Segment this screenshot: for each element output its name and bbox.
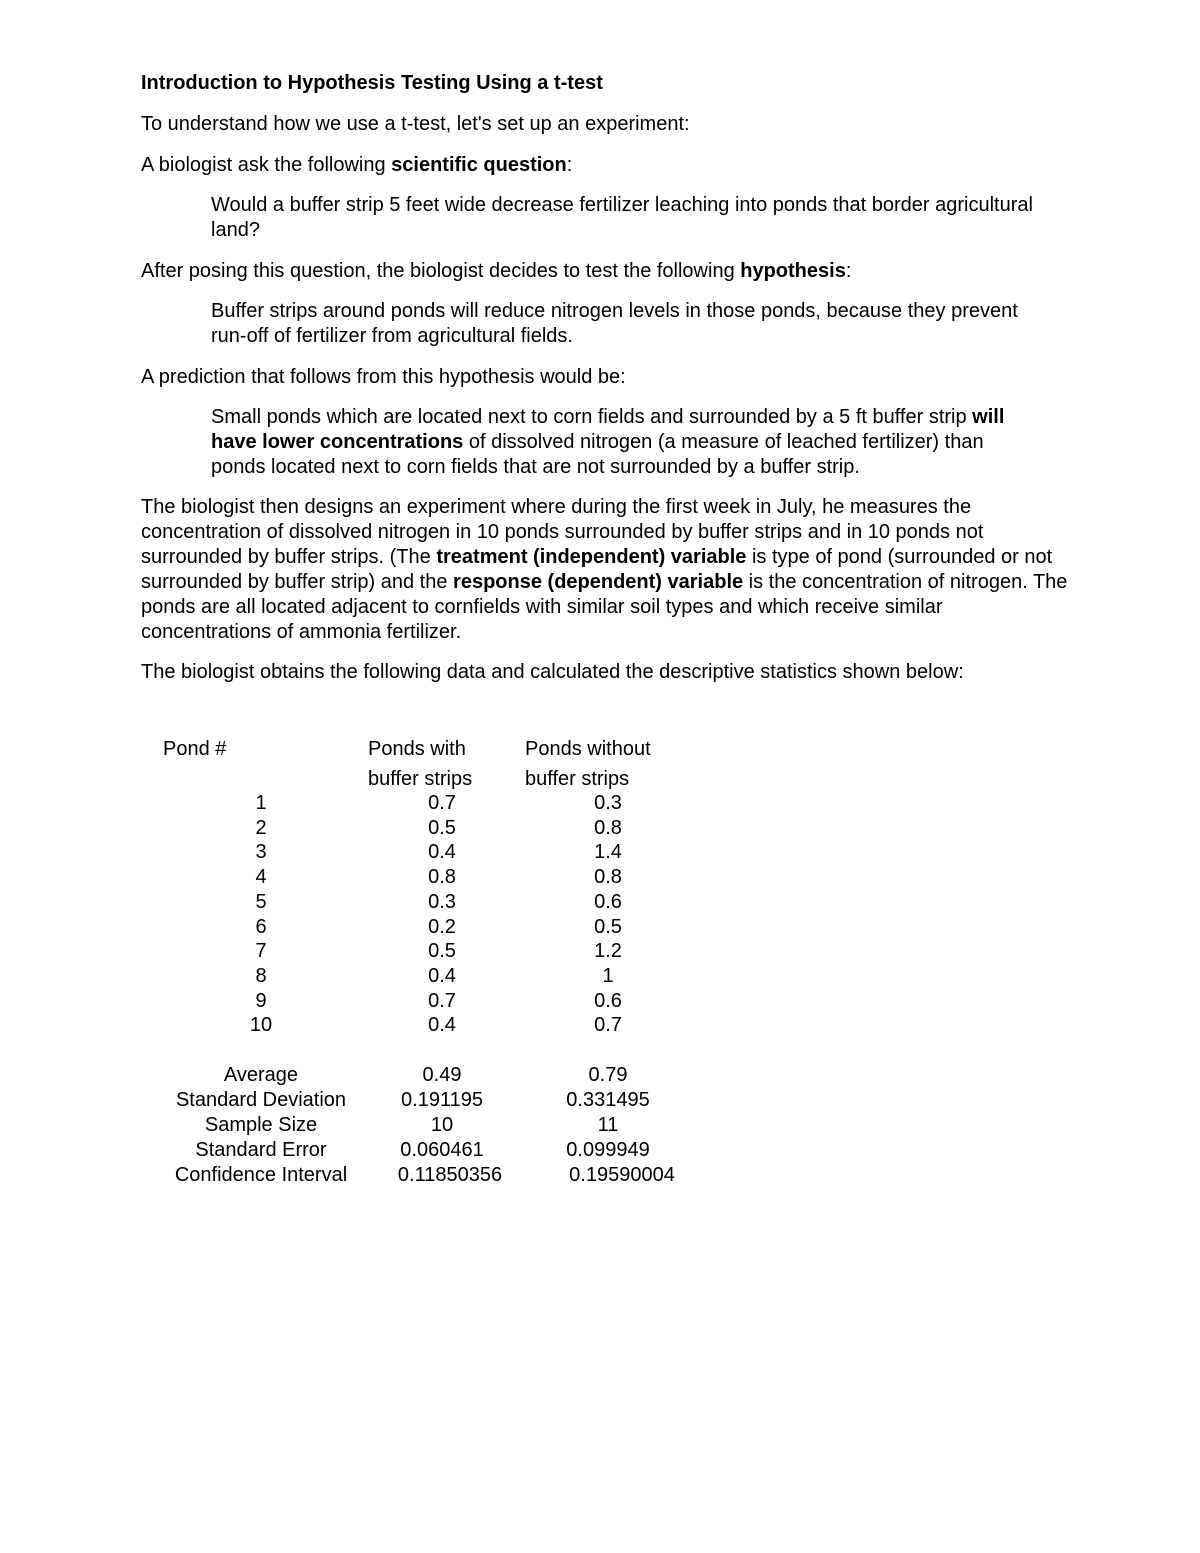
table-cell-pond: 1 <box>255 792 267 814</box>
document-title: Introduction to Hypothesis Testing Using a t-test <box>141 72 603 94</box>
table-cell-with: 0.4 <box>428 841 456 864</box>
table-cell-without: 0.6 <box>594 890 622 913</box>
table-cell-pond: 3 <box>255 841 267 864</box>
stat-value-without: 0.79 <box>588 1064 628 1086</box>
stat-value-without: 0.331495 <box>566 1089 650 1111</box>
stat-value-with: 0.191195 <box>401 1089 483 1111</box>
stat-label: Standard Deviation <box>175 1089 347 1111</box>
intro-paragraph: To understand how we use a t-test, let's set up an experiment: <box>141 113 690 135</box>
prediction-lead: A prediction that follows from this hypothesis would be: <box>141 366 626 388</box>
header-pond-number: Pond # <box>163 738 227 760</box>
question-lead-text: A biologist ask the following <box>141 154 392 176</box>
prediction-part2: of dissolved nitrogen (a measure of leached fertilizer) than ponds located next to corn fields that are not surrounded by a buffer strip. <box>211 431 984 478</box>
table-cell-with: 0.7 <box>428 989 456 1012</box>
question-lead <box>141 153 1071 178</box>
response-variable-bold: response (dependent) variable <box>453 571 744 593</box>
table-cell-without: 0.7 <box>594 1014 622 1037</box>
stat-value-with: 0.11850356 <box>397 1164 503 1186</box>
header-without-line2: buffer strips <box>525 768 630 790</box>
table-cell-with: 0.4 <box>428 1014 456 1037</box>
design-part2: is type of pond (surrounded or not surrounded by buffer strip) and the <box>141 546 1053 593</box>
hypothesis-lead <box>141 259 1071 284</box>
header-with-line1: Ponds with <box>368 738 466 760</box>
question-lead-bold: scientific question <box>391 154 567 176</box>
stat-label: Standard Error <box>195 1139 327 1161</box>
table-cell-pond: 5 <box>255 890 267 913</box>
table-cell-without: 0.6 <box>594 989 622 1012</box>
table-cell-pond: 4 <box>255 866 267 889</box>
table-cell-with: 0.5 <box>428 816 456 839</box>
table-cell-without: 1.2 <box>594 940 622 963</box>
design-part3: is the concentration of nitrogen. The ponds are all located adjacent to cornfields with similar soil types and which receive similar concentrations of ammonia fertilizer. <box>141 571 1068 643</box>
table-cell-pond: 10 <box>249 1014 273 1037</box>
table-cell-without: 1.4 <box>594 841 622 864</box>
prediction-bold: will have lower concentrations <box>211 406 1005 453</box>
design-paragraph <box>141 495 1071 645</box>
stat-label: Sample Size <box>204 1114 318 1136</box>
stat-label: Average <box>223 1064 299 1086</box>
table-cell-with: 0.8 <box>428 866 456 889</box>
stat-value-without: 11 <box>597 1114 619 1136</box>
header-with-line2: buffer strips <box>368 768 473 790</box>
stat-label: Confidence Interval <box>174 1164 348 1186</box>
table-cell-with: 0.3 <box>428 890 456 913</box>
table-cell-pond: 8 <box>255 964 267 987</box>
stat-value-with: 10 <box>430 1114 454 1136</box>
data-intro-paragraph: The biologist obtains the following data and calculated the descriptive statistics shown below: <box>141 661 964 683</box>
hypothesis-lead-bold: hypothesis <box>740 260 846 282</box>
table-cell-without: 0.8 <box>594 816 622 839</box>
table-cell-without: 0.5 <box>594 915 622 938</box>
hypothesis-lead-text: After posing this question, the biologist decides to test the following <box>141 260 741 282</box>
table-cell-with: 0.7 <box>428 792 456 814</box>
table-cell-with: 0.2 <box>428 915 456 938</box>
question-lead-colon: : <box>566 154 573 176</box>
hypothesis-lead-colon: : <box>845 260 852 282</box>
table-cell-with: 0.5 <box>428 940 456 963</box>
table-cell-pond: 9 <box>255 989 267 1012</box>
hypothesis-text: Buffer strips around ponds will reduce nitrogen levels in those ponds, because they prevent run-off of fertilizer from agricultural fields. <box>211 300 1018 347</box>
prediction-text <box>211 405 1041 480</box>
stat-value-with: 0.060461 <box>400 1139 484 1161</box>
scientific-question: Would a buffer strip 5 feet wide decrease fertilizer leaching into ponds that border agricultural land? <box>211 194 1033 241</box>
header-without-line1: Ponds without <box>525 738 651 760</box>
table-cell-pond: 2 <box>255 816 267 839</box>
table-cell-without: 1 <box>602 964 614 987</box>
table-cell-pond: 6 <box>255 915 267 938</box>
stat-value-with: 0.49 <box>422 1064 462 1086</box>
table-cell-without: 0.8 <box>594 866 622 889</box>
table-cell-without: 0.3 <box>594 792 622 814</box>
stat-value-without: 0.19590004 <box>569 1164 675 1186</box>
stat-value-without: 0.099949 <box>566 1139 650 1161</box>
treatment-variable-bold: treatment (independent) variable <box>436 546 747 568</box>
table-cell-with: 0.4 <box>428 964 456 987</box>
table-cell-pond: 7 <box>255 940 267 963</box>
design-part1: The biologist then designs an experiment where during the first week in July, he measures the concentration of dissolved nitrogen in 10 ponds surrounded by buffer strips and in 10 ponds not surrounded by buffer strips. (The <box>141 496 984 568</box>
prediction-part1: Small ponds which are located next to corn fields and surrounded by a 5 ft buffer strip <box>211 406 973 428</box>
